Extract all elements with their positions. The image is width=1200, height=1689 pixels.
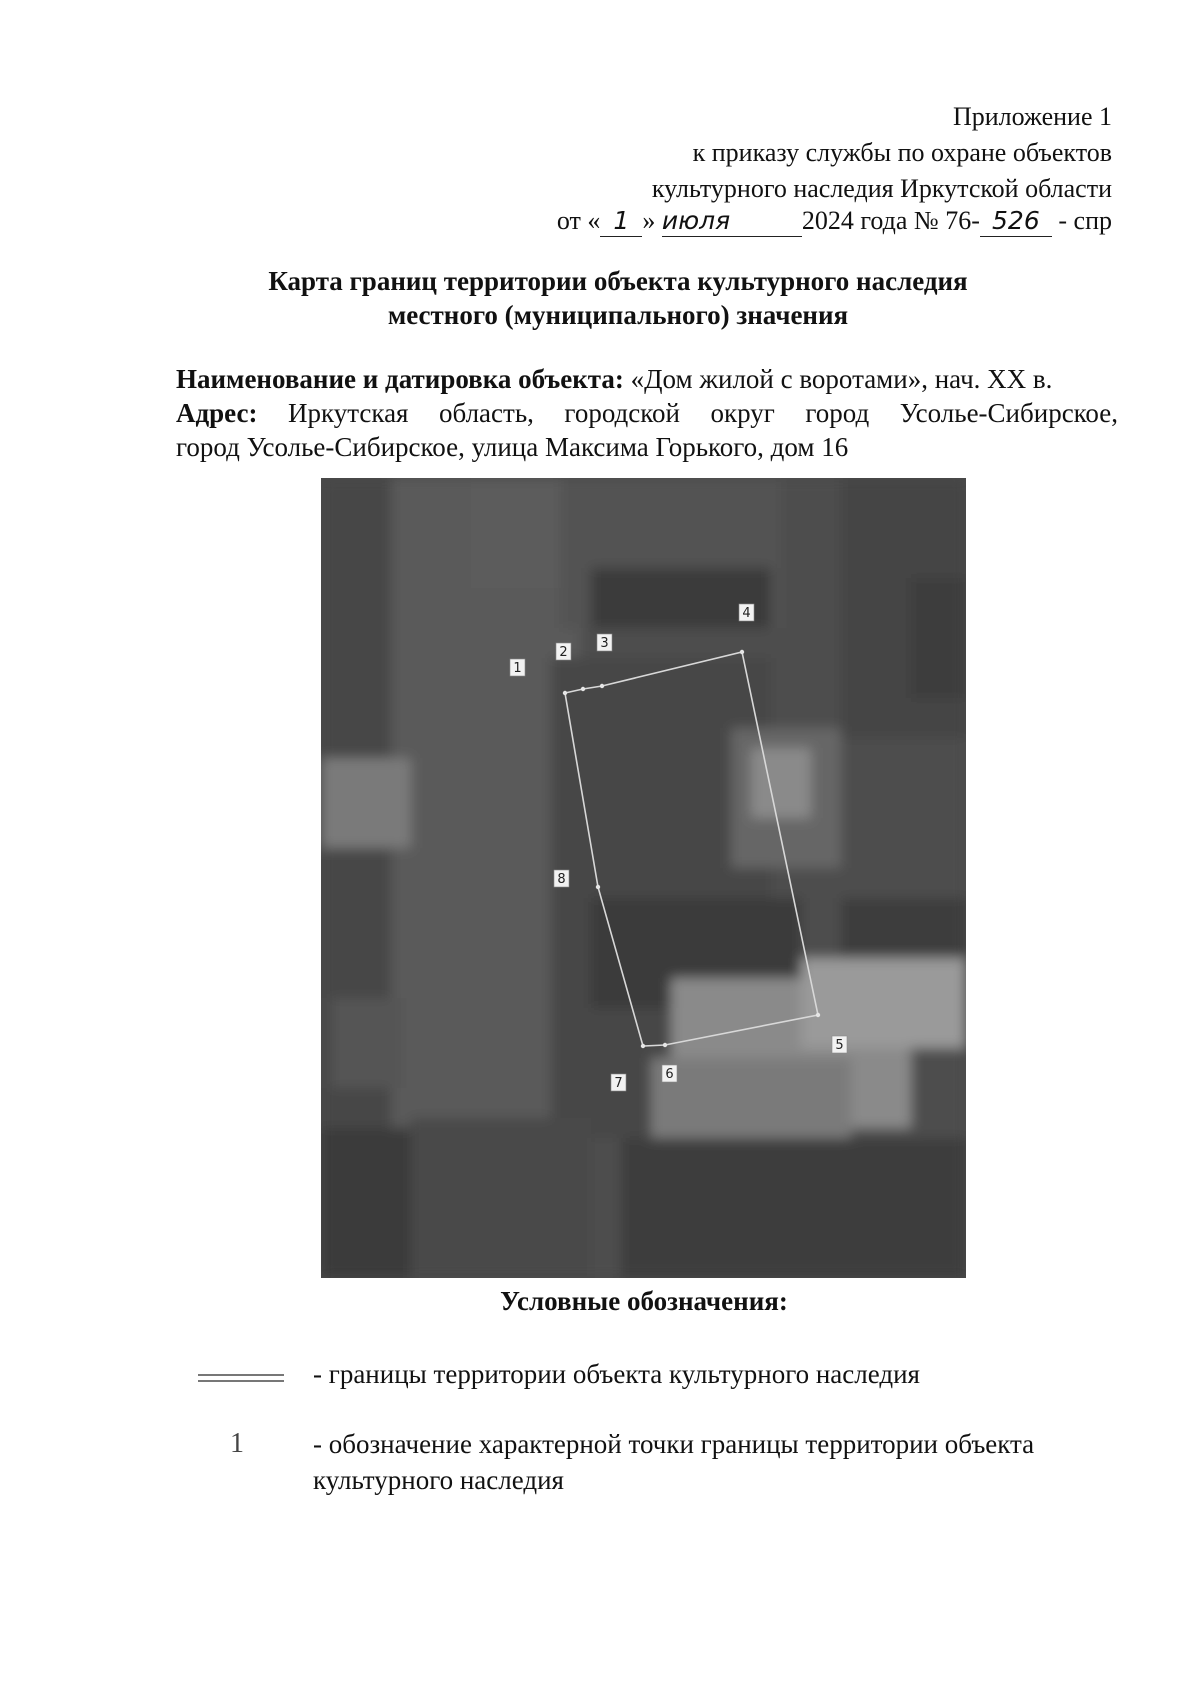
svg-text:6: 6 [665,1067,674,1082]
number-suffix: - спр [1058,206,1112,235]
vertex-4 [740,650,744,654]
point-label-8 [554,870,569,887]
map-title-line-1: Карта границ территории объекта культурного наследия [268,266,968,296]
point-label-7 [611,1074,626,1091]
date-prefix: от « [556,206,601,235]
point-label-1 [510,659,525,676]
legend-boundary-symbol [198,1374,284,1382]
legend-point-text-1: - обозначение характерной точки границы территории объекта [313,1429,1035,1459]
point-label-3 [597,634,612,651]
appendix-label: Приложение 1 [952,102,1112,131]
satellite-map-image [321,478,966,1278]
satellite-map [321,478,966,1278]
svg-text:2: 2 [559,645,568,660]
address-label: Адрес: [176,398,258,428]
point-label-4 [739,604,754,621]
year-and-number: 2024 года № 76- [801,206,980,235]
order-reference-line: к приказу службы по охране объектов [692,138,1112,167]
point-label-5 [832,1036,847,1053]
date-mid: » [642,206,656,235]
legend-boundary-text: - границы территории объекта культурного наследия [313,1359,920,1389]
address-line-1 [176,396,1118,430]
order-date-line [557,204,1112,238]
address-value-1: Иркутская область, городской округ город Усолье-Сибирское, [288,398,1118,428]
point-label-2 [556,643,571,660]
legend-point-symbol: 1 [230,1428,244,1459]
svg-text:3: 3 [600,636,609,651]
vertex-2 [581,687,585,691]
svg-text:8: 8 [557,872,566,887]
vertex-7 [641,1044,645,1048]
svg-text:4: 4 [742,606,751,621]
handwritten-number: 526 [980,206,1052,237]
vertex-3 [600,684,604,688]
vertex-6 [663,1043,667,1047]
vertex-1 [563,691,567,695]
object-name-value: «Дом жилой с воротами», нач. XX в. [630,364,1053,394]
legend-title: Условные обозначения: [500,1286,788,1316]
point-label-6 [662,1065,677,1082]
svg-text:5: 5 [835,1038,844,1053]
service-name-line: культурного наследия Иркутской области [651,174,1112,203]
map-title-line-2: местного (муниципального) значения [387,300,849,330]
svg-text:7: 7 [614,1076,623,1091]
object-name-line [176,362,1118,396]
legend-point-text-2: культурного наследия [313,1465,564,1495]
vertex-5 [816,1013,820,1017]
object-name-label: Наименование и датировка объекта: [176,364,624,394]
vertex-8 [596,885,600,889]
handwritten-month: июля [662,206,802,237]
svg-text:1: 1 [513,661,522,676]
handwritten-day: 1 [600,206,642,237]
address-line-2: город Усолье-Сибирское, улица Максима Горького, дом 16 [176,432,849,462]
